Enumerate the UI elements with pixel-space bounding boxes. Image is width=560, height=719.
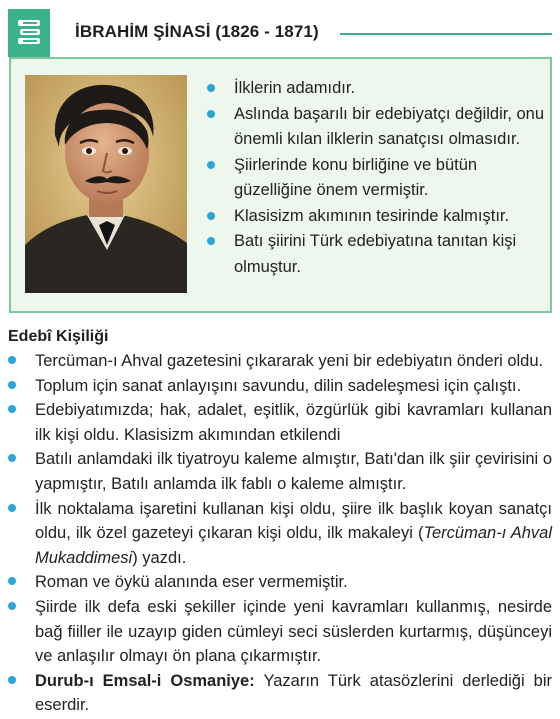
list-item: Klasisizm akımının tesirinde kalmıştır. bbox=[204, 204, 552, 230]
summary-list bbox=[204, 76, 552, 280]
bullet-icon bbox=[207, 161, 215, 169]
bullet-icon bbox=[8, 577, 16, 585]
bullet-icon bbox=[8, 454, 16, 462]
list-item: İlklerin adamıdır. bbox=[204, 76, 552, 102]
portrait-image bbox=[25, 75, 187, 293]
bullet-icon bbox=[8, 381, 16, 389]
bullet-icon bbox=[8, 405, 16, 413]
bullet-icon bbox=[8, 504, 16, 512]
bullet-icon bbox=[207, 110, 215, 118]
section-heading: Edebî Kişiliği bbox=[8, 328, 109, 345]
list-item: Roman ve öykü alanında eser vermemiştir. bbox=[8, 570, 552, 595]
list-item: Durub-ı Emsal-i Osmaniye: Yazarın Türk atasözlerini derlediği bir eserdir. bbox=[8, 669, 552, 718]
list-item: Şiirde ilk defa eski şekiller içinde yeni kavramları kullanmış, nesirde bağ fiiller ile uzayıp giden cümleyi seci süslerden kurtarmış, düşünceyi ve anlaşılır olmayı ön plana çıkarmıştır. bbox=[8, 595, 552, 669]
list-item: Toplum için sanat anlayışını savundu, dilin sadeleşmesi için çalıştı. bbox=[8, 374, 552, 399]
list-item: Edebiyatımızda; hak, adalet, eşitlik, özgürlük gibi kavramları kullanan ilk kişi oldu. Klasisizm akımından etkilendi bbox=[8, 398, 552, 447]
work-title: Tercüman-ı Ahval Mukaddimesi bbox=[35, 524, 552, 567]
book-stack-icon bbox=[8, 9, 50, 57]
list-item: Batılı anlamdaki ilk tiyatroyu kaleme almıştır, Batı'dan ilk şiir çevirisini o yapmıştır, Batılı anlamda ilk fablı o kaleme almıştır. bbox=[8, 447, 552, 496]
bullet-icon bbox=[207, 84, 215, 92]
work-name: Durub-ı Emsal-i Osmaniye: bbox=[35, 671, 255, 690]
page-title: İBRAHİM ŞİNASİ (1826 - 1871) bbox=[75, 22, 319, 41]
list-item: Şiirlerinde konu birliğine ve bütün güzelliğine önem vermiştir. bbox=[204, 153, 552, 204]
list-item: İlk noktalama işaretini kullanan kişi oldu, şiire ilk başlık koyan sanatçı oldu, ilk özel gazeteyi çıkaran kişi oldu, ilk makaleyi (Tercüman-ı Ahval Mukaddimesi) yazdı. bbox=[8, 497, 552, 571]
bullet-icon bbox=[207, 237, 215, 245]
bullet-icon bbox=[207, 212, 215, 220]
bullet-icon bbox=[8, 602, 16, 610]
literary-personality-list bbox=[8, 349, 552, 718]
bullet-icon bbox=[8, 356, 16, 364]
list-item: Batı şiirini Türk edebiyatına tanıtan kişi olmuştur. bbox=[204, 229, 552, 280]
list-item: Aslında başarılı bir edebiyatçı değildir, onu önemli kılan ilklerin sanatçısı olmasıdır. bbox=[204, 102, 552, 153]
list-item: Tercüman-ı Ahval gazetesini çıkararak yeni bir edebiyatın önderi oldu. bbox=[8, 349, 552, 374]
bullet-icon bbox=[8, 676, 16, 684]
title-divider bbox=[340, 33, 552, 35]
